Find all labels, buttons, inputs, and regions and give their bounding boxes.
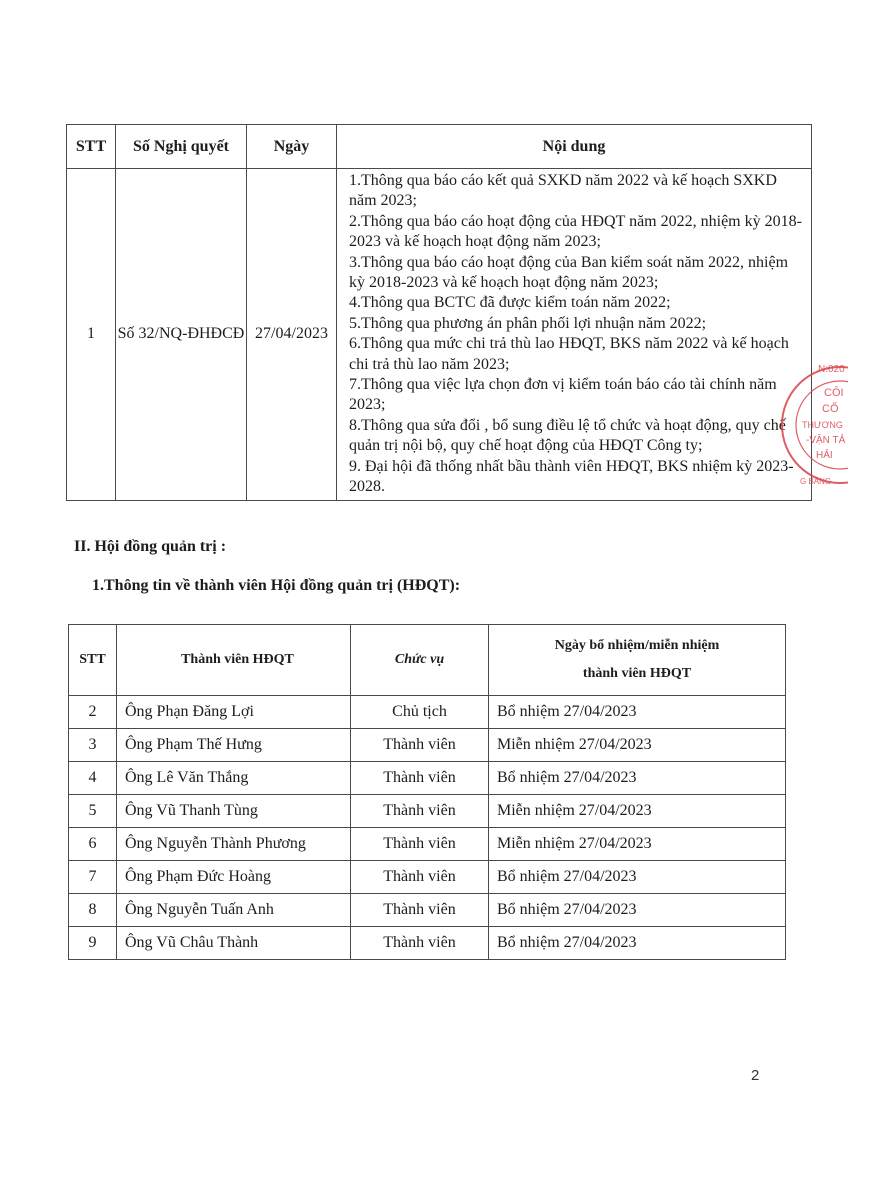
svg-text:G BẰNG: G BẰNG xyxy=(800,477,832,486)
member-position: Thành viên xyxy=(351,795,489,828)
resolution-item-5: 5.Thông qua phương án phân phối lợi nhuận năm 2022; xyxy=(349,314,707,332)
resolution-row xyxy=(67,169,812,501)
table-row xyxy=(69,861,786,894)
table-row xyxy=(69,894,786,927)
resolution-item-7: 7.Thông qua việc lựa chọn đơn vị kiểm toán báo cáo tài chính năm 2023; xyxy=(349,376,777,414)
member-position: Thành viên xyxy=(351,828,489,861)
resolution-item-8: 8.Thông qua sửa đổi , bổ sung điều lệ tổ chức và hoạt động, quy chế quản trị nội bộ, quy chế hoạt động của HĐQT Công ty; xyxy=(349,416,786,455)
member-position: Thành viên xyxy=(351,861,489,894)
members-header-row xyxy=(69,625,786,696)
company-seal xyxy=(778,350,848,500)
member-name: Ông Vũ Châu Thành xyxy=(117,927,351,960)
resolution-number: Số 32/NQ-ĐHĐCĐ xyxy=(116,169,247,501)
member-appointment: Bổ nhiệm 27/04/2023 xyxy=(489,861,786,894)
member-appointment: Bổ nhiệm 27/04/2023 xyxy=(489,696,786,729)
member-name: Ông Nguyễn Tuấn Anh xyxy=(117,894,351,927)
member-name: Ông Phạn Đăng Lợi xyxy=(117,696,351,729)
member-appointment: Miễn nhiệm 27/04/2023 xyxy=(489,795,786,828)
header-ngay-bo-nhiem xyxy=(489,625,786,696)
svg-text:CỔ: CỔ xyxy=(822,403,839,415)
member-appointment: Miễn nhiệm 27/04/2023 xyxy=(489,729,786,762)
header-ngay-line1: Ngày bổ nhiệm/miễn nhiệm xyxy=(554,638,720,653)
table-row xyxy=(69,696,786,729)
member-stt: 2 xyxy=(69,696,117,729)
member-appointment: Bổ nhiệm 27/04/2023 xyxy=(489,762,786,795)
member-stt: 3 xyxy=(69,729,117,762)
header-ngay: Ngày xyxy=(247,125,337,169)
header-stt: STT xyxy=(67,125,116,169)
resolution-stt: 1 xyxy=(67,169,116,501)
member-name: Ông Phạm Đức Hoàng xyxy=(117,861,351,894)
resolution-item-1: 1.Thông qua báo cáo kết quả SXKD năm 2022 và kế hoạch SXKD năm 2023; xyxy=(349,172,777,210)
table-row xyxy=(69,795,786,828)
member-name: Ông Vũ Thanh Tùng xyxy=(117,795,351,828)
member-stt: 6 xyxy=(69,828,117,861)
member-stt: 4 xyxy=(69,762,117,795)
svg-text:-VẬN TẢ: -VẬN TẢ xyxy=(806,435,846,446)
resolution-item-6: 6.Thông qua mức chi trả thù lao HĐQT, BKS năm 2022 và kế hoạch chi trả thù lao năm 2023; xyxy=(349,335,789,373)
header-noi-dung: Nội dung xyxy=(337,125,812,169)
member-name: Ông Phạm Thế Hưng xyxy=(117,729,351,762)
members-table xyxy=(68,624,786,960)
member-appointment: Bổ nhiệm 27/04/2023 xyxy=(489,927,786,960)
subsection-heading: 1.Thông tin về thành viên Hội đồng quản trị (HĐQT): xyxy=(92,577,461,594)
resolution-item-4: 4.Thông qua BCTC đã được kiểm toán năm 2022; xyxy=(349,294,671,312)
member-position: Thành viên xyxy=(351,729,489,762)
page-number: 2 xyxy=(751,1067,760,1084)
table-row xyxy=(69,927,786,960)
resolution-item-2: 2.Thông qua báo cáo hoạt động của HĐQT năm 2022, nhiệm kỳ 2018-2023 và kế hoạch hoạt động năm 2023; xyxy=(349,212,802,251)
member-position: Chủ tịch xyxy=(351,696,489,729)
resolution-content xyxy=(337,169,812,501)
table-row xyxy=(69,729,786,762)
section-heading: II. Hội đồng quản trị : xyxy=(74,538,227,555)
member-stt: 5 xyxy=(69,795,117,828)
member-stt: 7 xyxy=(69,861,117,894)
header-so-nghi-quyet: Số Nghị quyết xyxy=(116,125,247,169)
member-stt: 9 xyxy=(69,927,117,960)
member-position: Thành viên xyxy=(351,762,489,795)
svg-text:THƯƠNG: THƯƠNG xyxy=(802,420,843,430)
resolution-item-9: 9. Đại hội đã thống nhất bầu thành viên HĐQT, BKS nhiệm kỳ 2023-2028. xyxy=(349,457,794,496)
member-name: Ông Lê Văn Thắng xyxy=(117,762,351,795)
resolution-item-3: 3.Thông qua báo cáo hoạt động của Ban kiểm soát năm 2022, nhiệm kỳ 2018-2023 và kế hoạch hoạt động năm 2023; xyxy=(349,253,789,292)
table-row xyxy=(69,828,786,861)
svg-text:CÔI: CÔI xyxy=(824,387,844,399)
member-stt: 8 xyxy=(69,894,117,927)
header-stt: STT xyxy=(69,625,117,696)
member-appointment: Bổ nhiệm 27/04/2023 xyxy=(489,894,786,927)
resolutions-header-row xyxy=(67,125,812,169)
table-row xyxy=(69,762,786,795)
header-thanh-vien: Thành viên HĐQT xyxy=(117,625,351,696)
header-ngay-line2: thành viên HĐQT xyxy=(582,666,692,681)
resolutions-table xyxy=(66,124,812,501)
member-appointment: Miễn nhiệm 27/04/2023 xyxy=(489,828,786,861)
member-name: Ông Nguyễn Thành Phương xyxy=(117,828,351,861)
svg-text:N:020: N:020 xyxy=(818,364,845,375)
header-chuc-vu: Chức vụ xyxy=(351,625,489,696)
resolution-date: 27/04/2023 xyxy=(247,169,337,501)
svg-text:HẢI: HẢI xyxy=(816,450,833,461)
member-position: Thành viên xyxy=(351,894,489,927)
member-position: Thành viên xyxy=(351,927,489,960)
